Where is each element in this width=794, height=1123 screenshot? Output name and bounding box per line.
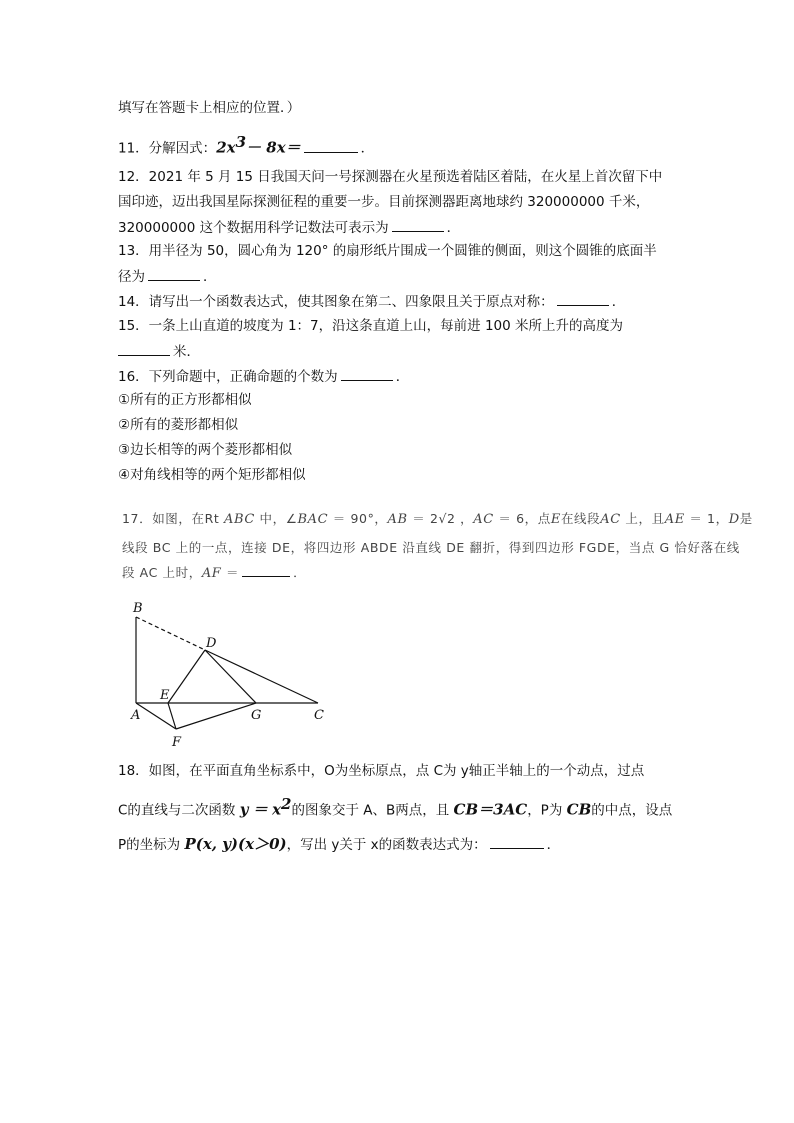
q18-l3-t3: ．	[546, 837, 561, 853]
q13-suffix: ．	[203, 269, 217, 285]
q18-l2-y: y	[239, 800, 249, 819]
q17-t7: ＝ 2√2 ，	[412, 511, 474, 526]
q18-l3-t1: P的坐标为	[118, 837, 181, 853]
label-E: E	[160, 688, 170, 703]
q16-item-3: ③边长相等的两个菱形都相似	[118, 442, 293, 458]
q17-line-3	[122, 560, 306, 586]
label-G: G	[251, 708, 262, 723]
q16-item-4: ④对角线相等的两个矩形都相似	[118, 467, 306, 483]
q12-line-3	[118, 217, 460, 238]
q17-t3: 中，∠	[259, 511, 298, 526]
q17-t2: ABC	[223, 512, 255, 527]
q18-l3-t2: ，写出 y关于 x的函数表达式为：	[286, 837, 487, 853]
q12-line-3-text: 320000000 这个数据用科学记数法可表示为	[118, 220, 389, 236]
q11-expr-var2: x	[276, 138, 286, 157]
q16-suffix: ．	[395, 369, 410, 385]
q13-line-1: 13．用半径为 50，圆心角为 120° 的扇形纸片围成一个圆锥的侧面，则这个圆锥的底面半	[118, 243, 657, 259]
q18-l2-cond: CB＝3AC	[453, 800, 528, 819]
segment-DG	[205, 650, 256, 703]
q17-t16: D	[728, 512, 740, 527]
q18-line-2	[118, 794, 672, 821]
q17-t1: 17．如图，在Rt	[122, 511, 220, 526]
q17-t8: AC	[473, 512, 494, 527]
q15-line-2	[118, 341, 200, 362]
q17-t4: BAC	[297, 512, 329, 527]
q11-expr-eq: ＝	[285, 138, 301, 157]
segment-FG	[176, 703, 256, 729]
q11-expr-coef: 2	[216, 138, 227, 157]
q17-answer-blank[interactable]	[242, 564, 290, 577]
q13-line-2	[118, 266, 217, 287]
q18-l3-point: P(x, y)(x＞0)	[184, 835, 287, 853]
q11-suffix: ．	[360, 140, 375, 157]
q17-t10: E	[550, 512, 561, 527]
label-C: C	[314, 708, 324, 723]
q17-l3-t2: AF	[201, 566, 222, 581]
q17-t12: AC	[600, 512, 621, 527]
q11-expr-var: x	[226, 138, 236, 157]
q17-t6: AB	[387, 512, 408, 527]
q17-geometry-figure	[125, 598, 335, 753]
q16-item-2: ②所有的菱形都相似	[118, 417, 239, 433]
q17-t13: 上，且	[625, 511, 665, 526]
q17-l3-t4: ．	[293, 565, 307, 580]
q15-line-1: 15．一条上山直道的坡度为 1：7，沿这条直道上山，每前进 100 米所上升的高度为	[118, 318, 623, 334]
q18-l2-x: x	[272, 800, 282, 819]
q17-t14: AE	[664, 512, 685, 527]
label-F: F	[172, 735, 182, 750]
q12-line-2: 国印迹，迈出我国星际探测征程的重要一步。目前探测器距离地球约 320000000 千米，	[118, 194, 650, 210]
q17-line-2: 线段 BC 上的一点，连接 DE，将四边形 ABDE 沿直线 DE 翻折，得到四边形 FGDE，当点 G 恰好落在线	[122, 540, 740, 555]
q14-answer-blank[interactable]	[557, 291, 609, 306]
q18-l2-t3: ，P为	[527, 802, 563, 819]
intro-text: 填写在答题卡上相应的位置．）	[118, 100, 301, 116]
q18-answer-blank[interactable]	[490, 834, 544, 849]
q18-l2-t4: 的中点，设点	[591, 802, 673, 819]
q17-t11: 在线段	[560, 511, 601, 526]
q15-suffix: 米．	[173, 344, 200, 360]
q14-suffix: ．	[611, 294, 626, 310]
q17-l3-t3: ＝	[226, 565, 240, 580]
q18-line-3	[118, 834, 560, 855]
segment-DC	[205, 650, 318, 703]
q11-answer-blank[interactable]	[304, 138, 358, 153]
segment-AF	[136, 703, 176, 729]
q12-suffix: ．	[446, 220, 461, 236]
q17-t5: ＝ 90°，	[332, 511, 388, 526]
q16-text: 16．下列命题中，正确命题的个数为	[118, 369, 338, 385]
label-A: A	[131, 708, 141, 723]
q18-l2-t2: 的图象交于 A、B两点，且	[291, 802, 450, 819]
q15-answer-blank[interactable]	[118, 341, 170, 356]
segment-DE	[168, 650, 205, 703]
q17-l3-t1: 段 AC 上时，	[122, 565, 202, 580]
q17-t9: ＝ 6，点	[498, 511, 551, 526]
question-11	[118, 132, 374, 159]
q18-line-1: 18．如图，在平面直角坐标系中，O为坐标原点，点 C为 y轴正半轴上的一个动点，过点	[118, 763, 645, 779]
q13-answer-blank[interactable]	[148, 266, 200, 281]
q12-line-1: 12．2021 年 5 月 15 日我国天问一号探测器在火星预选着陆区着陆，在火星上首次留下中	[118, 169, 663, 185]
label-B: B	[133, 601, 143, 616]
q17-t17: 是	[739, 511, 753, 526]
q13-line-2-text: 径为	[118, 269, 145, 285]
q18-l2-eq: ＝	[252, 800, 268, 819]
q17-line-1	[122, 506, 753, 532]
question-16	[118, 366, 409, 387]
q18-l2-exp: 2	[281, 795, 292, 813]
q14-text: 14．请写出一个函数表达式，使其图象在第二、四象限且关于原点对称：	[118, 294, 554, 310]
q16-answer-blank[interactable]	[341, 366, 393, 381]
q16-item-1: ①所有的正方形都相似	[118, 392, 252, 408]
q18-l2-cb: CB	[566, 800, 592, 819]
q18-l2-t1: C的直线与二次函数	[118, 802, 236, 819]
q11-prefix: 11．分解因式：	[118, 140, 217, 157]
q17-t15: ＝ 1，	[689, 511, 729, 526]
q11-expr-exponent: 3	[235, 133, 247, 151]
question-14	[118, 291, 625, 312]
q12-answer-blank[interactable]	[392, 217, 444, 232]
segment-BD-dashed	[136, 617, 205, 650]
q11-expr-term: － 8	[246, 138, 277, 157]
label-D: D	[206, 636, 217, 651]
